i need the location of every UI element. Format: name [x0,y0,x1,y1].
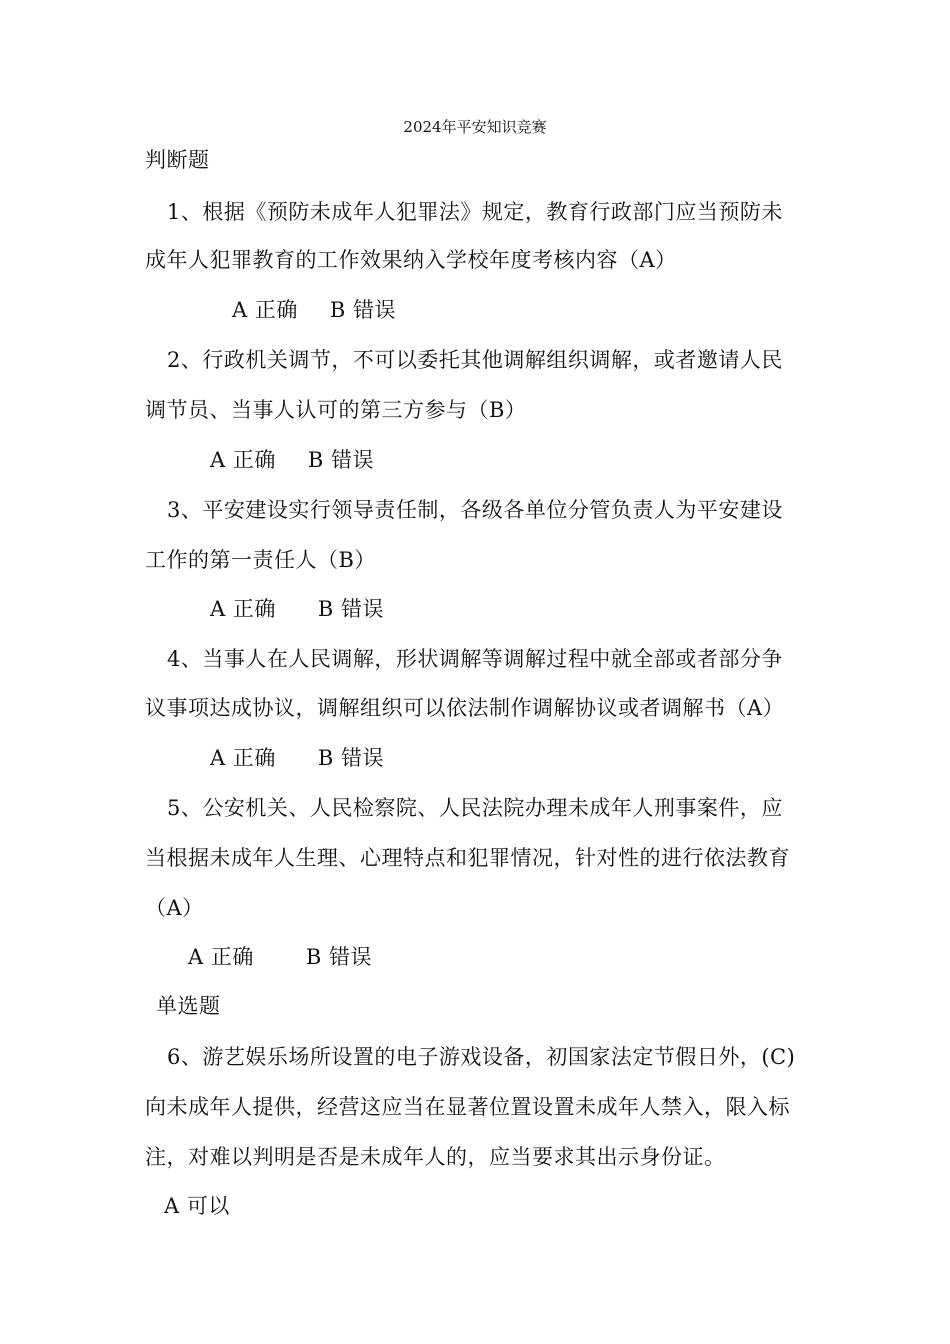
question-5-options [188,942,372,972]
question-4-line-2: 议事项达成协议，调解组织可以依法制作调解协议或者调解书（A） [145,696,785,720]
option-a: A 正确 [210,746,276,770]
question-4-line-1: 4、当事人在人民调解，形状调解等调解过程中就全部或者部分争 [167,647,783,671]
section-heading-single-choice: 单选题 [156,994,221,1018]
option-b: B 错误 [329,298,396,322]
question-1-options [232,295,396,325]
question-2-options [210,445,374,475]
question-4-options [210,743,384,773]
option-b: B 错误 [317,746,384,770]
question-1-line-1: 1、根据《预防未成年人犯罪法》规定，教育行政部门应当预防未 [167,200,783,224]
question-3-line-1: 3、平安建设实行领导责任制，各级各单位分管负责人为平安建设 [167,498,783,522]
option-b: B 错误 [317,597,384,621]
question-3-line-2: 工作的第一责任人（B） [145,548,376,572]
option-a: A 正确 [232,298,298,322]
question-6-line-3: 注，对难以判明是否是未成年人的，应当要求其出示身份证。 [145,1145,726,1169]
question-6-line-1: 6、游艺娱乐场所设置的电子游戏设备，初国家法定节假日外，(C) [167,1045,796,1069]
option-b: B 错误 [305,945,372,969]
question-5-line-3: （A） [145,896,204,920]
question-2-line-2: 调节员、当事人认可的第三方参与（B） [145,398,527,422]
question-1-line-2: 成年人犯罪教育的工作效果纳入学校年度考核内容（A） [145,248,677,272]
question-5-line-2: 当根据未成年人生理、心理特点和犯罪情况，针对性的进行依法教育 [145,846,790,870]
option-a: A 正确 [188,945,254,969]
option-b: B 错误 [307,448,374,472]
option-a: A 正确 [210,597,276,621]
question-6-option-a: A 可以 [164,1194,230,1218]
option-a: A 正确 [210,448,276,472]
question-3-options [210,594,384,624]
section-heading-true-false: 判断题 [145,148,210,172]
question-6-line-2: 向未成年人提供，经营这应当在显著位置设置未成年人禁入，限入标 [145,1095,790,1119]
question-5-line-1: 5、公安机关、人民检察院、人民法院办理未成年人刑事案件，应 [167,796,783,820]
document-title: 2024年平安知识竞赛 [403,118,547,136]
question-2-line-1: 2、行政机关调节，不可以委托其他调解组织调解，或者邀请人民 [167,348,783,372]
